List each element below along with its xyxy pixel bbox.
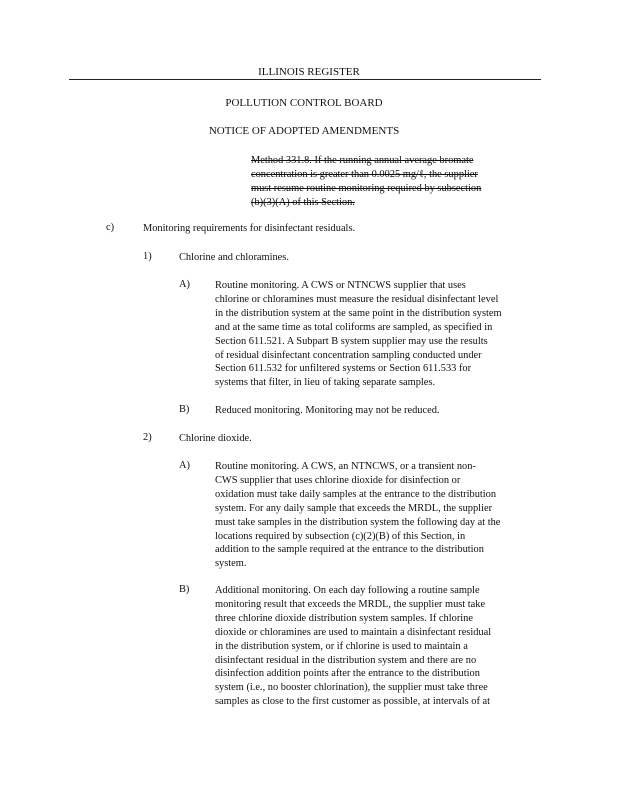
paragraph-line: locations required by subsection (c)(2)(B) of this Section, in (215, 530, 466, 542)
paragraph-line: three chlorine dioxide distribution system samples. If chlorine (215, 612, 473, 624)
header-rule (69, 79, 541, 80)
paragraph-line: disinfection addition points after the entrance to the distribution (215, 668, 480, 680)
paragraph-line: Additional monitoring. On each day following a routine sample (215, 585, 480, 596)
paragraph-line: and at the same time as total coliforms are sampled, as specified in (215, 321, 493, 333)
paragraph-line: in the distribution system at the same point in the distribution system (215, 307, 502, 319)
item1-a-paragraph (215, 279, 545, 390)
deleted-line: Method 331.8. If the running annual average bromate (251, 155, 474, 166)
item1-b-label: B) (179, 404, 190, 415)
item2-a-paragraph (215, 460, 545, 571)
item2-b-paragraph (215, 584, 545, 709)
deleted-paragraph (251, 154, 551, 210)
notice-title: NOTICE OF ADOPTED AMENDMENTS (208, 125, 400, 137)
register-title: ILLINOIS REGISTER (258, 66, 360, 78)
deleted-line: must resume routine monitoring required by subsection (251, 182, 482, 194)
paragraph-line: system. (215, 558, 247, 570)
paragraph-line: Routine monitoring. A CWS, an NTNCWS, or a transient non- (215, 461, 476, 472)
item1-a-label: A) (179, 279, 190, 290)
section-c-text: Monitoring requirements for disinfectant residuals. (143, 223, 356, 234)
deleted-line: concentration is greater than 0.0025 mg/ℓ, the supplier (251, 168, 478, 180)
paragraph-line: samples as close to the first customer as possible, at intervals of at (215, 696, 490, 708)
paragraph-line: Section 611.521. A Subpart B system supplier may use the results (215, 335, 488, 347)
item2-label: 2) (143, 432, 152, 443)
item2-a-label: A) (179, 460, 190, 471)
paragraph-line: oxidation must take daily samples at the entrance to the distribution (215, 488, 497, 500)
paragraph-line: of residual disinfectant concentration sampling conducted under (215, 349, 482, 361)
paragraph-line: disinfectant residual in the distribution system and there are no (215, 654, 477, 666)
item2-text: Chlorine dioxide. (179, 433, 252, 444)
item1-label: 1) (143, 251, 152, 262)
item1-b-text: Reduced monitoring. Monitoring may not be reduced. (215, 405, 440, 416)
paragraph-line: in the distribution system, or if chlorine is used to maintain a (215, 640, 468, 652)
paragraph-line: dioxide or chloramines are used to maintain a disinfectant residual (215, 626, 492, 638)
item1-text: Chlorine and chloramines. (179, 252, 289, 263)
paragraph-line: systems that filter, in lieu of taking separate samples. (215, 377, 436, 389)
paragraph-line: system (i.e., no booster chlorination), the supplier must take three (215, 682, 488, 694)
paragraph-line: addition to the sample required at the entrance to the distribution (215, 544, 484, 556)
deleted-line: (b)(3)(A) of this Section. (251, 196, 355, 208)
paragraph-line: Section 611.532 for unfiltered systems or Section 611.533 for (215, 363, 472, 375)
paragraph-line: Routine monitoring. A CWS or NTNCWS supplier that uses (215, 280, 466, 291)
section-c-label: c) (106, 222, 115, 233)
paragraph-line: must take samples in the distribution system the following day at the (215, 516, 501, 528)
paragraph-line: chlorine or chloramines must measure the residual disinfectant level (215, 293, 499, 305)
paragraph-line: CWS supplier that uses chlorine dioxide for disinfection or (215, 474, 461, 486)
board-name: POLLUTION CONTROL BOARD (225, 97, 383, 109)
paragraph-line: system. For any daily sample that exceeds the MRDL, the supplier (215, 502, 493, 514)
paragraph-line: monitoring result that exceeds the MRDL, the supplier must take (215, 598, 486, 610)
item2-b-label: B) (179, 584, 190, 595)
